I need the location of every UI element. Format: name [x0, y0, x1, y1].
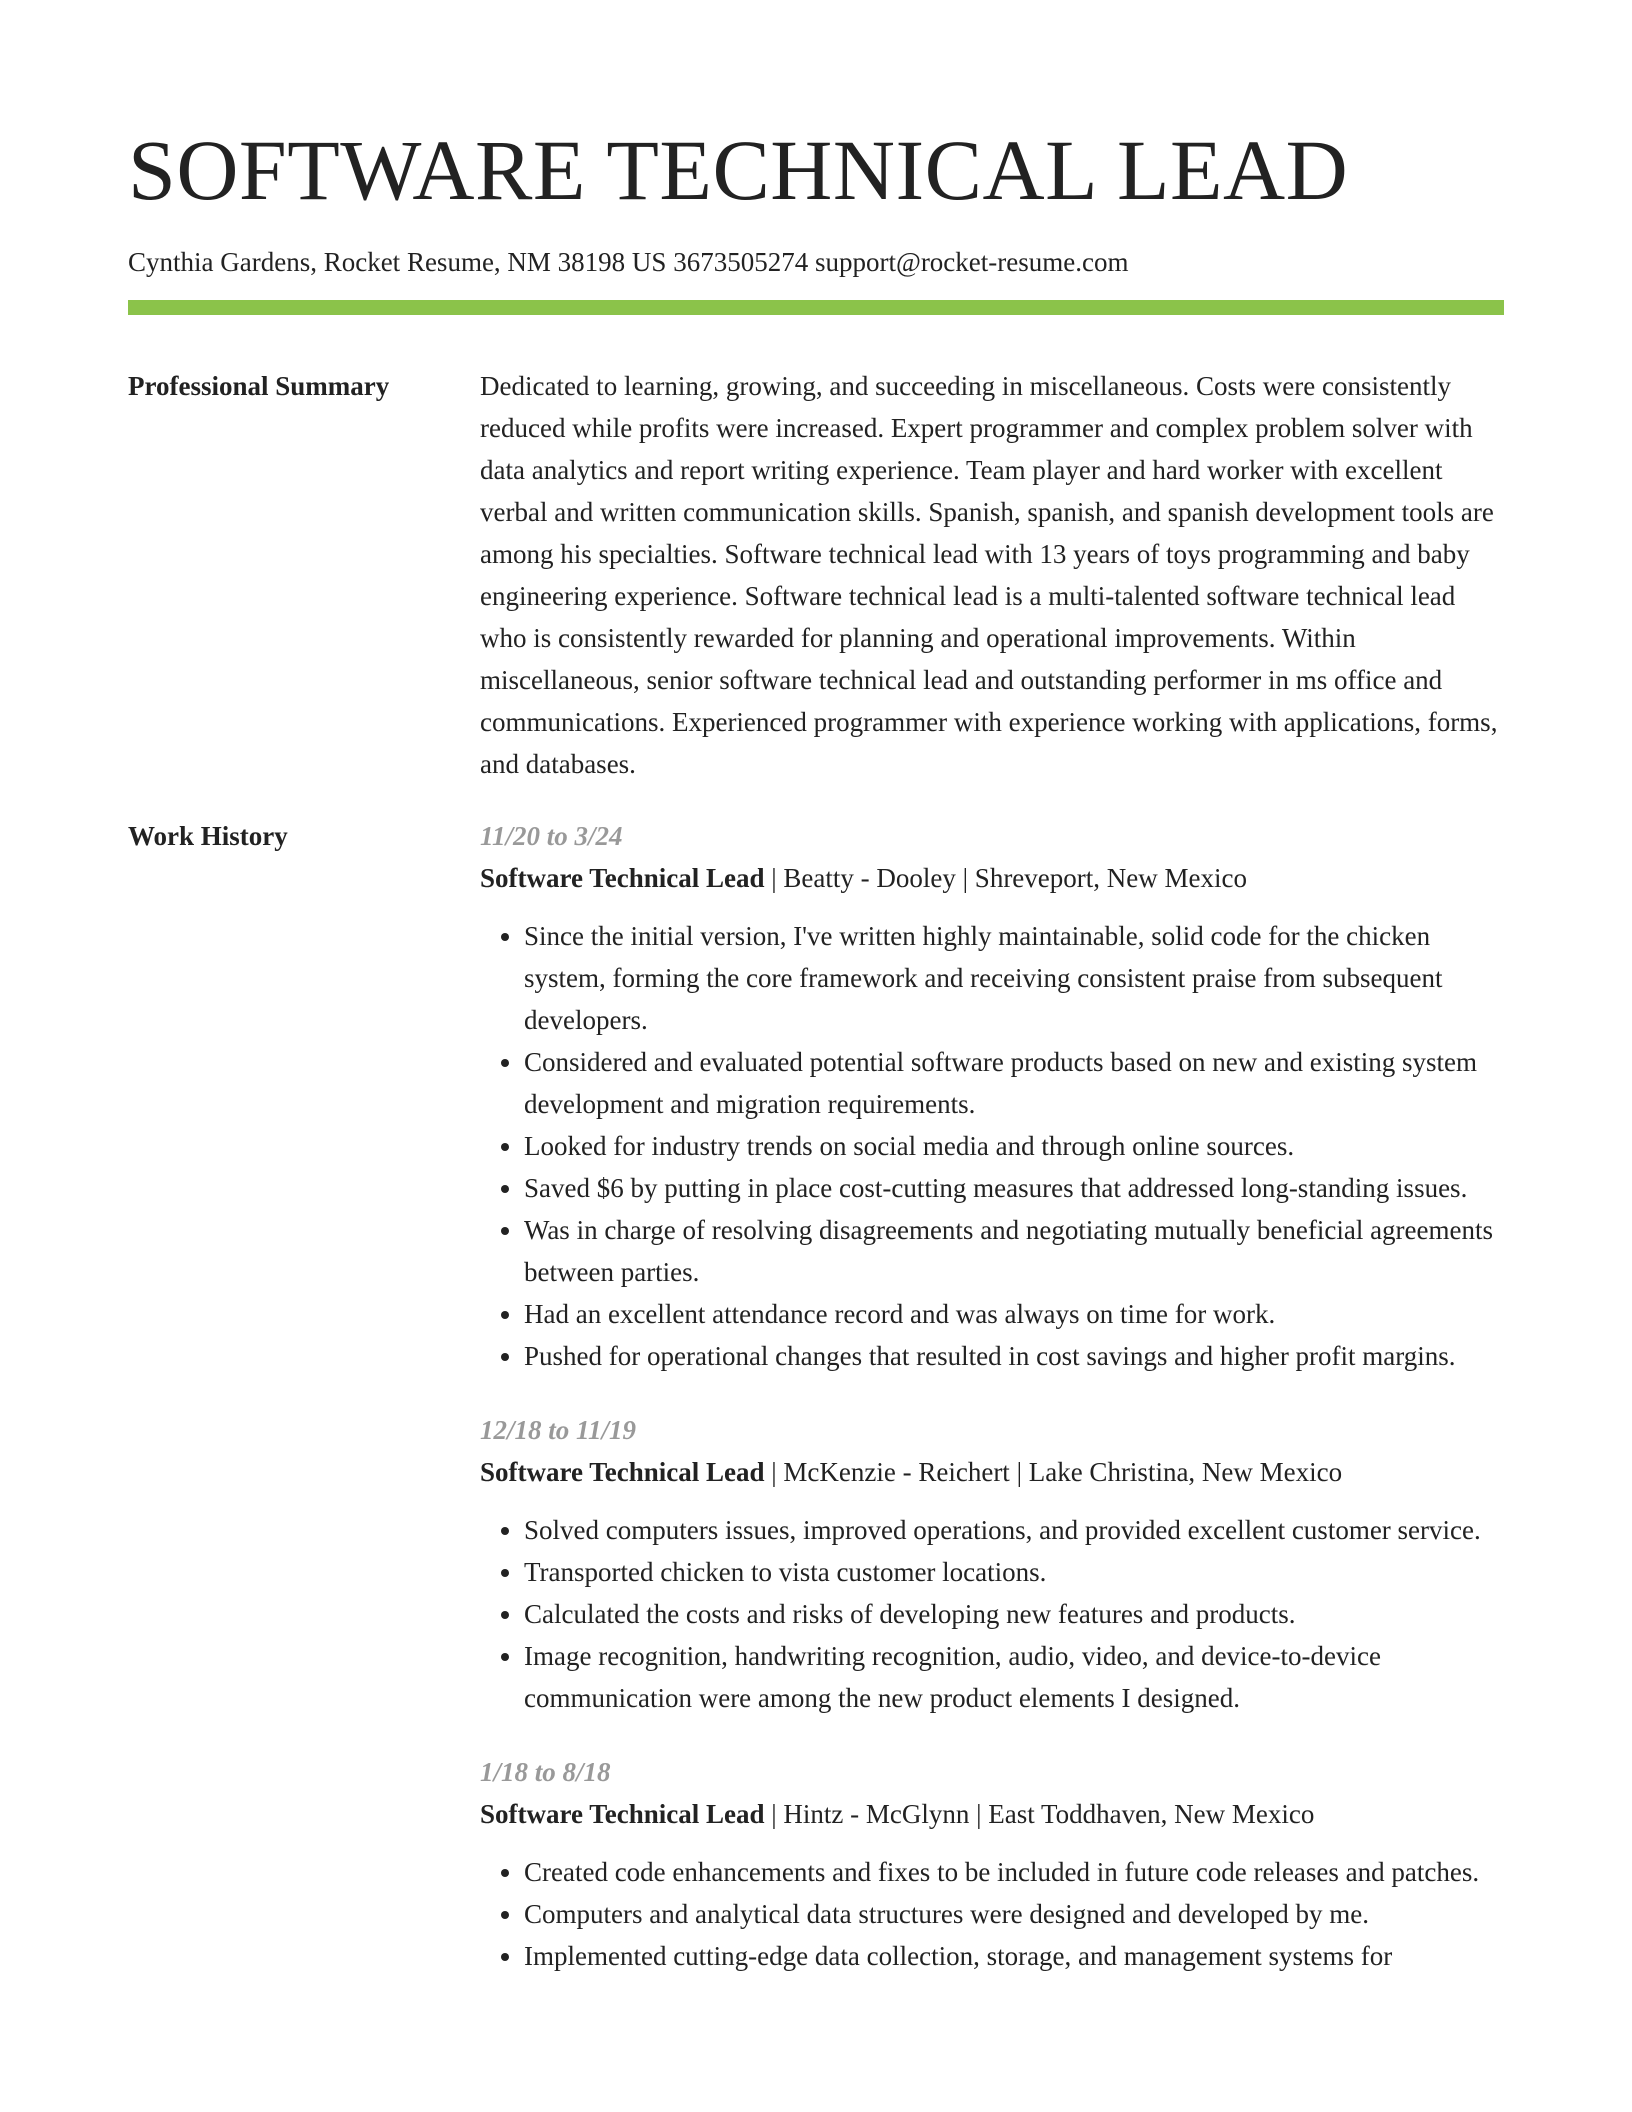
job-entry	[480, 1409, 1504, 1719]
contact-email: support@rocket-resume.com	[814, 247, 1129, 277]
resume-title: SOFTWARE TECHNICAL LEAD	[128, 122, 1349, 218]
summary-body	[480, 365, 1504, 785]
job-dates: 11/20 to 3/24	[480, 821, 623, 851]
job-bullet-list	[480, 1509, 1504, 1719]
job-location: East Toddhaven, New Mexico	[988, 1799, 1315, 1829]
job-bullet: • Saved $6 by putting in place cost-cutting measures that addressed long-standing issues.	[524, 1167, 1504, 1209]
job-bullet: • Image recognition, handwriting recognition, audio, video, and device-to-device communication were among the new product elements I designed.	[524, 1635, 1504, 1719]
job-bullet: • Pushed for operational changes that resulted in cost savings and higher profit margins.	[524, 1335, 1504, 1377]
job-title: Software Technical Lead	[480, 863, 765, 893]
professional-summary-section	[128, 365, 1504, 785]
job-heading: Software Technical Lead | Hintz - McGlynn | East Toddhaven, New Mexico	[480, 1799, 1315, 1829]
summary-text: Dedicated to learning, growing, and succeeding in miscellaneous. Costs were consistently reduced while profits were increased. Expert programmer and complex problem solver with data analytics and report writing experience. Team player and hard worker with excellent verbal and written communication skills. Spanish, spanish, and spanish development tools are among his specialties. Software technical lead with 13 years of toys programming and baby engineering experience. Software technical lead is a multi-talented software technical lead who is consistently rewarded for planning and operational improvements. Within miscellaneous, senior software technical lead and outstanding performer in ms office and communications. Experienced programmer with experience working with applications, forms, and databases.	[480, 371, 1498, 779]
job-bullet-list	[480, 1851, 1504, 1977]
job-dates: 1/18 to 8/18	[480, 1757, 611, 1787]
job-bullet: • Had an excellent attendance record and was always on time for work.	[524, 1293, 1504, 1335]
job-bullet: • Considered and evaluated potential software products based on new and existing system development and migration requirements.	[524, 1041, 1504, 1125]
job-entry	[480, 815, 1504, 1377]
job-heading: Software Technical Lead | Beatty - Dooley | Shreveport, New Mexico	[480, 863, 1247, 893]
job-heading: Software Technical Lead | McKenzie - Reichert | Lake Christina, New Mexico	[480, 1457, 1343, 1487]
job-bullet-list	[480, 915, 1504, 1377]
resume-page	[128, 0, 1504, 2009]
job-title: Software Technical Lead	[480, 1799, 765, 1829]
job-company: Beatty - Dooley	[783, 863, 956, 893]
job-bullet: • Looked for industry trends on social media and through online sources.	[524, 1125, 1504, 1167]
job-bullet: • Implemented cutting-edge data collection, storage, and management systems for	[524, 1935, 1504, 1977]
job-location: Shreveport, New Mexico	[974, 863, 1247, 893]
job-bullet: • Solved computers issues, improved operations, and provided excellent customer service.	[524, 1509, 1504, 1551]
job-bullet: • Since the initial version, I've written highly maintainable, solid code for the chicken system, forming the core framework and receiving consistent praise from subsequent developers.	[524, 915, 1504, 1041]
job-bullet: • Was in charge of resolving disagreements and negotiating mutually beneficial agreements between parties.	[524, 1209, 1504, 1293]
contact-line	[128, 244, 1504, 280]
contact-address: Cynthia Gardens, Rocket Resume, NM 38198 US	[128, 247, 667, 277]
contact-phone: 3673505274	[673, 247, 809, 277]
job-bullet: • Calculated the costs and risks of developing new features and products.	[524, 1593, 1504, 1635]
job-bullet: • Computers and analytical data structures were designed and developed by me.	[524, 1893, 1504, 1935]
work-history-body	[480, 815, 1504, 2009]
job-entry	[480, 1751, 1504, 1977]
job-bullet: • Created code enhancements and fixes to be included in future code releases and patches.	[524, 1851, 1504, 1893]
job-title: Software Technical Lead	[480, 1457, 765, 1487]
job-company: McKenzie - Reichert	[783, 1457, 1010, 1487]
job-dates: 12/18 to 11/19	[480, 1415, 637, 1445]
job-bullet: • Transported chicken to vista customer locations.	[524, 1551, 1504, 1593]
job-location: Lake Christina, New Mexico	[1028, 1457, 1343, 1487]
job-company: Hintz - McGlynn	[783, 1799, 970, 1829]
work-history-section	[128, 815, 1504, 2009]
section-label-work-history: Work History	[128, 821, 288, 851]
section-label-summary: Professional Summary	[128, 371, 390, 401]
accent-divider	[128, 300, 1504, 315]
